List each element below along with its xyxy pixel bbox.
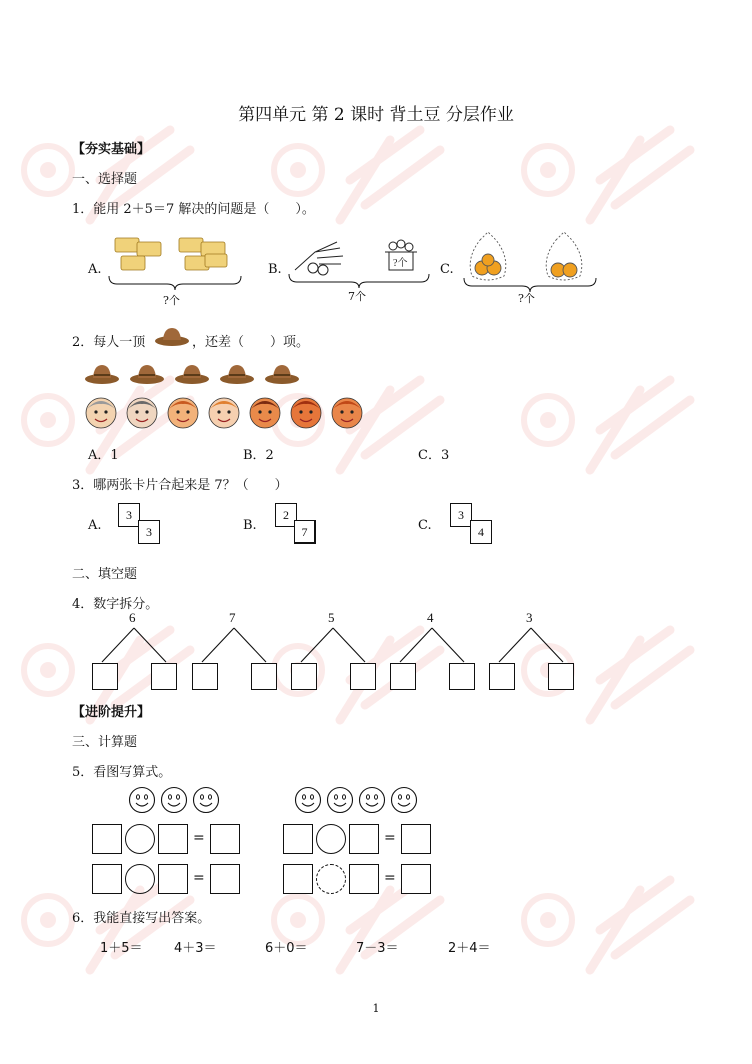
number-answer-box[interactable] [283, 864, 313, 894]
split-answer-box[interactable] [92, 663, 118, 690]
split-answer-box[interactable] [151, 663, 177, 690]
page-title: 第四单元 第 2 课时 背土豆 分层作业 [238, 105, 514, 125]
smiley-face-icon [294, 786, 322, 814]
section-heading-advanced: 【进阶提升】 [72, 705, 151, 720]
page-number: 1 [372, 1002, 380, 1015]
question-5-text: 5．看图写算式。 [72, 765, 172, 780]
smiley-face-icon [326, 786, 354, 814]
hat-row [84, 362, 304, 388]
split-answer-box[interactable] [449, 663, 475, 690]
q2-option-c: C．3 [418, 448, 450, 463]
question-1-text: 1．能用 2＋5＝7 解决的问题是（ ）。 [72, 202, 315, 217]
split-answer-box[interactable] [548, 663, 574, 690]
number-answer-box[interactable] [283, 824, 313, 854]
split-answer-box[interactable] [291, 663, 317, 690]
number-answer-box[interactable] [401, 864, 431, 894]
smiley-group-right [294, 786, 434, 816]
split-answer-box[interactable] [251, 663, 277, 690]
q6-item-4[interactable]: 7－3＝ [356, 941, 399, 956]
equation-area [0, 822, 752, 902]
q3-option-a-card-2: 3 [138, 520, 160, 544]
child-face-icon [166, 395, 200, 429]
split-answer-box[interactable] [192, 663, 218, 690]
q3-option-b-label: B. [243, 518, 257, 533]
question-2-text-after: ，还差（ ）项。 [192, 335, 310, 350]
split-number-6: 6 [129, 610, 136, 625]
hat-icon [264, 362, 300, 386]
q1-option-b-note: ?个 [393, 258, 408, 269]
question-4-text: 4．数字拆分。 [72, 597, 159, 612]
equals-sign: = [193, 830, 205, 846]
hat-icon [219, 362, 255, 386]
q1-option-b-label: B. [268, 262, 282, 277]
q3-option-b-card-1: 2 [275, 503, 297, 527]
split-answer-box[interactable] [489, 663, 515, 690]
child-face-icon [289, 395, 323, 429]
operator-answer-circle[interactable] [125, 864, 155, 894]
part-heading-choice: 一、选择题 [72, 172, 138, 187]
q1-option-b-brace-label: 7个 [348, 290, 366, 303]
smiley-face-icon [192, 786, 220, 814]
orange-bag-icon [470, 232, 506, 280]
smiley-face-icon [390, 786, 418, 814]
cracker-icon [115, 238, 227, 270]
q3-option-c-card-2: 4 [470, 520, 492, 544]
orange-bag-icon [546, 232, 582, 280]
q6-item-2[interactable]: 4＋3＝ [174, 941, 217, 956]
watermark-logo [520, 360, 720, 500]
section-heading-basic: 【夯实基础】 [72, 142, 151, 157]
number-answer-box[interactable] [92, 864, 122, 894]
split-number-7: 7 [229, 610, 236, 625]
number-answer-box[interactable] [92, 824, 122, 854]
q2-option-b: B．2 [243, 448, 274, 463]
hat-icon [174, 362, 210, 386]
face-row [84, 395, 374, 429]
operator-answer-circle[interactable] [125, 824, 155, 854]
number-answer-box[interactable] [349, 824, 379, 854]
question-2-text-before: 2．每人一顶 [72, 335, 146, 350]
hat-icon [129, 362, 165, 386]
q1-option-b-figure [285, 230, 435, 292]
q1-option-a-label: A. [88, 262, 102, 277]
q1-option-c-label: C. [440, 262, 454, 277]
split-answer-box[interactable] [350, 663, 376, 690]
equals-sign: = [384, 830, 396, 846]
split-number-5: 5 [328, 610, 335, 625]
smiley-face-icon [128, 786, 156, 814]
q6-item-5[interactable]: 2＋4＝ [448, 941, 491, 956]
child-face-icon [125, 395, 159, 429]
split-number-3: 3 [526, 610, 533, 625]
split-number-4: 4 [427, 610, 434, 625]
split-answer-box[interactable] [390, 663, 416, 690]
child-face-icon [330, 395, 364, 429]
part-heading-fill: 二、填空题 [72, 567, 138, 582]
number-split-area [0, 608, 752, 694]
number-answer-box[interactable] [158, 864, 188, 894]
q6-item-3[interactable]: 6＋0＝ [265, 941, 308, 956]
number-answer-box[interactable] [158, 824, 188, 854]
smiley-face-icon [358, 786, 386, 814]
number-answer-box[interactable] [401, 824, 431, 854]
q3-option-a-card-1: 3 [118, 503, 140, 527]
number-answer-box[interactable] [349, 864, 379, 894]
child-face-icon [207, 395, 241, 429]
hat-icon [154, 325, 190, 347]
smiley-group-left [128, 786, 238, 816]
child-face-icon [248, 395, 282, 429]
hat-icon [84, 362, 120, 386]
q1-option-c-brace-label: ?个 [518, 292, 535, 305]
equals-sign: = [384, 870, 396, 886]
q1-option-a-brace-label: ?个 [163, 294, 180, 307]
smiley-face-icon [160, 786, 188, 814]
child-face-icon [84, 395, 118, 429]
watermark-logo [270, 110, 470, 250]
part-heading-calc: 三、计算题 [72, 735, 138, 750]
operator-answer-circle[interactable] [316, 824, 346, 854]
question-3-text: 3．哪两张卡片合起来是 7？（ ） [72, 478, 288, 493]
number-answer-box[interactable] [210, 864, 240, 894]
q3-option-c-label: C. [418, 518, 432, 533]
q3-option-c-card-1: 3 [450, 503, 472, 527]
q3-option-b-card-2: 7 [294, 520, 316, 544]
number-answer-box[interactable] [210, 824, 240, 854]
operator-answer-circle[interactable] [316, 864, 346, 894]
question-6-text: 6．我能直接写出答案。 [72, 911, 211, 926]
split-branch-lines [471, 626, 591, 666]
hand-holding-balloons-icon [295, 242, 343, 275]
q3-option-a-label: A. [88, 518, 102, 533]
q6-item-1[interactable]: 1＋5＝ [100, 941, 143, 956]
q2-option-a: A．1 [88, 448, 119, 463]
equals-sign: = [193, 870, 205, 886]
